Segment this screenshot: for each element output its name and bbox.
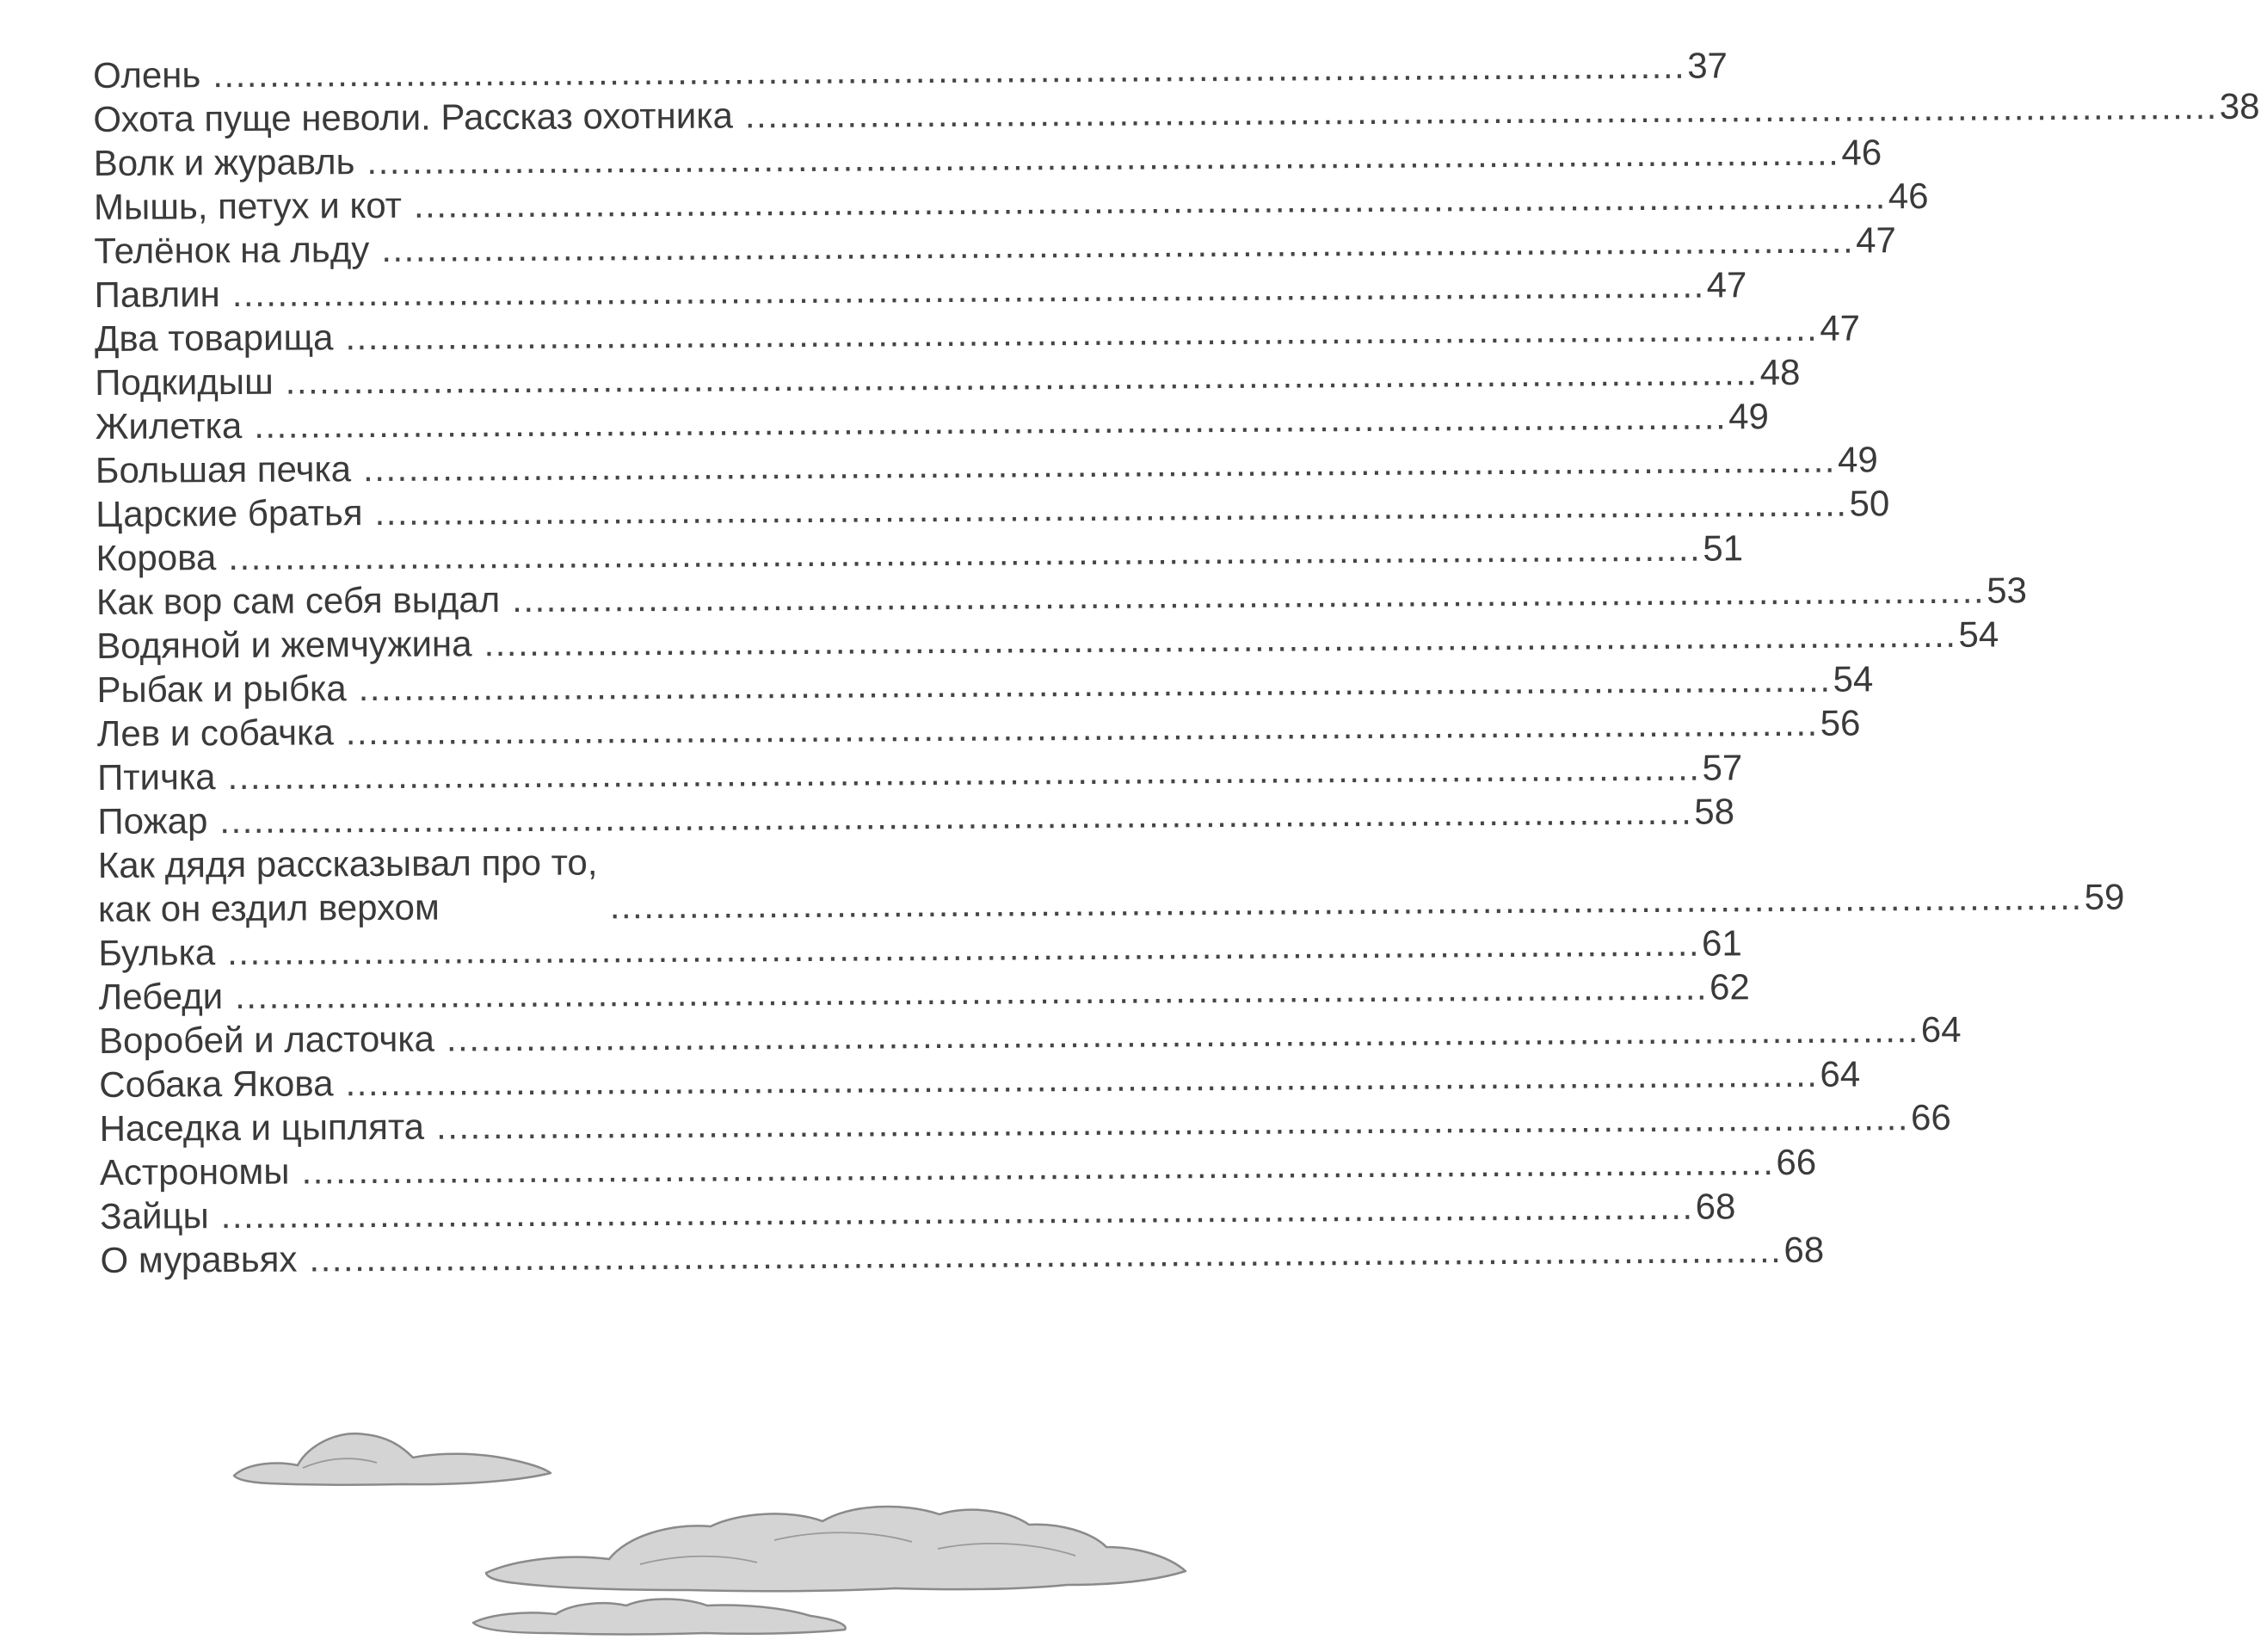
toc-entry-page: 59 [2084,876,2125,917]
toc-entry-page: 50 [1849,483,1890,524]
toc-leader-dots: .................................................................................................................................. [435,1097,1910,1147]
toc-entry-page: 53 [1986,570,2027,611]
toc-leader-dots: .................................................................................................................................. [345,307,1819,358]
toc-leader-dots: .................................................................................................................................. [484,613,1957,664]
toc-entry-page: 61 [1701,922,1742,964]
toc-entry-title: Астрономы [99,1150,290,1193]
toc-entry-page: 51 [1703,527,1744,569]
toc-entry-title: Лев и собачка [96,712,334,754]
toc-leader-dots: .................................................................................................................................. [512,570,1986,620]
toc-leader-dots: .................................................................................................................................. [254,396,1728,446]
toc-entry-title: Наседка и цыплята [99,1106,425,1149]
toc-entry-title: Собака Якова [99,1063,334,1105]
toc-leader-dots: .................................................................................................................................. [227,747,1701,798]
toc-entry-title: Царские братья [95,492,363,534]
large-cloud-icon [486,1507,1186,1591]
small-cloud-icon [234,1433,551,1484]
toc-entry-page: 38 [2219,85,2260,126]
toc-leader-dots: .................................................................................................................................. [609,876,2083,927]
toc-leader-dots: .................................................................................................................................. [744,85,2218,136]
toc-entry-page: 47 [1820,307,1861,348]
toc-entry-title: Водяной и жемчужина [96,623,472,666]
toc-leader-dots: .................................................................................................................................. [219,791,1693,841]
toc-entry-title: О муравьях [100,1238,298,1280]
toc-entry-title: Большая печка [95,448,352,490]
toc-leader-dots: .................................................................................................................................. [309,1230,1783,1279]
toc-leader-dots: .................................................................................................................................. [234,966,1709,1017]
toc-entry-title: Олень [93,54,201,96]
toc-entry-title: Подкидыш [95,361,274,403]
toc-leader-dots: .................................................................................................................................. [358,658,1832,709]
toc-entry-page: 58 [1694,791,1735,832]
toc-entry-title: Пожар [97,800,208,841]
toc-entry-title: Телёнок на льду [94,229,370,271]
toc-entry-title: Лебеди [98,976,224,1017]
toc-entry-title: Как дядя рассказывал про то, как он ездил верхом [97,841,598,929]
toc-leader-dots: .................................................................................................................................. [285,352,1759,402]
toc-leader-dots: .................................................................................................................................. [446,1009,1919,1059]
toc-leader-dots: .................................................................................................................................. [381,219,1855,269]
toc-leader-dots: .................................................................................................................................. [227,922,1701,973]
toc-leader-dots: .................................................................................................................................. [413,176,1887,225]
toc-entry-page: 37 [1687,45,1728,86]
toc-entry-page: 54 [1958,613,1999,655]
toc-leader-dots: .................................................................................................................................. [345,1053,1819,1104]
toc-entry-page: 62 [1709,966,1750,1008]
toc-leader-dots: .................................................................................................................................. [367,132,1840,182]
toc-leader-dots: .................................................................................................................................. [228,527,1702,578]
toc-entry-page: 48 [1759,351,1801,393]
toc-entry-page: 57 [1702,747,1743,788]
toc-entry-page: 68 [1783,1229,1825,1271]
toc-entry-title: Булька [98,932,216,973]
toc-leader-dots: .................................................................................................................................. [301,1142,1775,1192]
toc-entry-page: 47 [1856,219,1897,261]
toc-entry-page: 49 [1728,396,1770,437]
toc-entry-page: 46 [1888,175,1929,217]
low-cloud-icon [473,1600,846,1635]
toc-entry-page: 47 [1706,264,1747,305]
toc-entry-page: 68 [1695,1186,1736,1227]
toc-entry-page: 56 [1820,702,1861,743]
toc-entry-page: 64 [1920,1008,1962,1051]
toc-entry-title: Охота пуще неволи. Рассказ охотника [93,95,734,139]
toc-entry-title: Мышь, петух и кот [93,184,403,227]
toc-leader-dots: .................................................................................................................................. [231,264,1705,315]
toc-entry-title: Воробей и ласточка [98,1018,435,1061]
toc-leader-dots: .................................................................................................................................. [220,1186,1694,1236]
toc-entry-title: Рыбак и рыбка [96,668,347,710]
toc-entry-title: Жилетка [95,404,243,447]
toc-entry-page: 64 [1820,1053,1861,1094]
toc-entry-title: Корова [95,537,217,578]
toc-leader-dots: .................................................................................................................................. [213,45,1686,96]
toc-entry-page: 66 [1776,1141,1817,1183]
toc-leader-dots: .................................................................................................................................. [362,439,1837,490]
toc-leader-dots: .................................................................................................................................. [345,702,1819,753]
toc-entry-title: Два товарища [94,317,334,359]
toc-entry-title: Зайцы [100,1195,209,1236]
toc-entry-title: Как вор сам себя выдал [95,579,501,622]
toc-entry-page: 54 [1833,658,1874,700]
toc-entry-title: Павлин [94,274,220,315]
toc-entry-page: 46 [1841,132,1882,173]
toc-entry-title: Волк и журавль [93,141,355,183]
toc-entry-title: Птичка [96,756,216,798]
toc-entry-page: 49 [1837,439,1878,480]
toc-leader-dots: .................................................................................................................................. [374,483,1848,533]
toc-entry-page: 66 [1910,1096,1951,1138]
